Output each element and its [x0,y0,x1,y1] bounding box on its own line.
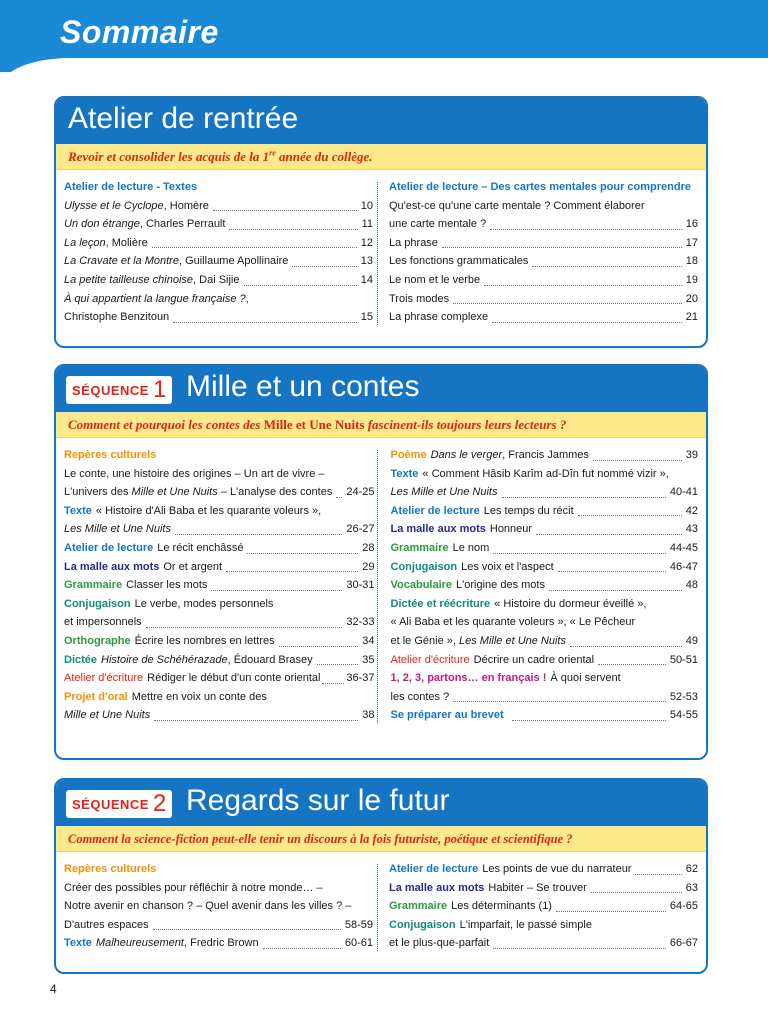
toc-entry[interactable]: La phrase 17 [389,236,698,249]
toc-entry[interactable]: Le nom et le verbe 19 [389,273,698,286]
toc-entry[interactable]: Atelier d'écriture Décrire un cadre oriental 50-51 [390,653,698,666]
toc-entry[interactable]: Grammaire Les déterminants (1) 64-65 [389,900,698,913]
toc-entry[interactable]: La Cravate et la Montre, Guillaume Apollinaire 13 [64,255,373,268]
section-header [56,780,706,826]
toc-entry[interactable]: Texte « Comment Hâsib Karîm ad-Dîn fut nommé vizir », Les Mille et Une Nuits 40-41 [390,467,698,499]
toc-entry[interactable]: La malle aux mots Or et argent 29 [64,560,375,573]
section-title: Atelier de rentrée [68,102,299,135]
toc-heading: Atelier de lecture - Textes [64,181,198,193]
sequence-badge: SÉQUENCE 1 [66,376,172,404]
toc-entry[interactable]: Poème Dans le verger, Francis Jammes 39 [390,449,698,461]
sequence-badge: SÉQUENCE 2 [66,790,172,818]
toc-right-column [391,446,699,725]
toc-entry[interactable]: Grammaire Le nom 44-45 [390,541,698,554]
toc-entry[interactable]: Dictée et réécriture « Histoire du dormeur éveillé », « Ali Baba et les quarante voleurs », « Le Pêcheur et le Génie », Les Mille et Une Nuits 49 [390,597,698,647]
toc-entry[interactable]: Repères culturels Créer des possibles pour réfléchir à notre monde… – Notre avenir en chanson ? – Quel avenir dans les villes ? – D'autres espaces 58-59 [64,863,373,931]
toc-entry[interactable]: Repères culturels Le conte, une histoire des origines – Un art de vivre – L'univers des Mille et Une Nuits – L'analyse des contes 24-25 [64,449,375,499]
section-title: Mille et un contes [186,370,420,403]
column-divider [377,450,378,723]
toc-left-column [64,860,373,953]
toc-entry[interactable]: Atelier d'écriture Rédiger le début d'un conte oriental 36-37 [64,672,375,685]
toc-entry[interactable]: Dictée Histoire de Schéhérazade, Édouard Brasey 35 [64,653,375,666]
toc-entry[interactable]: Conjugaison Les voix et l'aspect 46-47 [390,560,698,573]
section-question: Comment et pourquoi les contes des Mille et Une Nuits fascinent-ils toujours leurs lecteurs ? [56,412,706,438]
section-atelier-rentree [54,96,708,348]
toc-entry[interactable]: Vocabulaire L'origine des mots 48 [390,579,698,592]
toc-left-column [64,178,373,327]
toc-entry[interactable]: La petite tailleuse chinoise, Dai Sijie 14 [64,273,373,286]
toc-entry[interactable]: Conjugaison L'imparfait, le passé simple et le plus-que-parfait 66-67 [389,918,698,950]
page-title: Sommaire [60,14,219,50]
toc-entry[interactable]: Qu'est-ce qu'une carte mentale ? Comment élaborer une carte mentale ? 16 [389,199,698,231]
toc-entry[interactable]: Ulysse et le Cyclope, Homère 10 [64,199,373,212]
toc-entry[interactable]: La phrase complexe 21 [389,311,698,324]
page-number: 4 [50,982,57,996]
toc-right-column [389,860,698,953]
toc-entry[interactable]: Trois modes 20 [389,292,698,305]
toc-heading: Atelier de lecture – Des cartes mentales pour comprendre [389,181,692,193]
toc-entry[interactable]: Les fonctions grammaticales 18 [389,255,698,268]
section-sequence-1 [54,364,708,760]
column-divider [377,864,378,951]
toc-entry[interactable]: Grammaire Classer les mots 30-31 [64,579,375,592]
section-header [56,366,706,412]
toc-columns [56,170,706,333]
section-question: Comment la science-fiction peut-elle tenir un discours à la fois futuriste, poétique et scientifique ? [56,826,706,852]
section-header [56,98,706,144]
toc-entry[interactable]: Texte « Histoire d'Ali Baba et les quarante voleurs », Les Mille et Une Nuits 26-27 [64,504,375,536]
toc-entry[interactable]: À qui appartient la langue française ?, Christophe Benzitoun 15 [64,292,373,324]
column-divider [377,182,378,325]
toc-entry[interactable]: Atelier de lecture Les points de vue du narrateur 62 [389,863,698,875]
toc-columns [56,852,706,959]
toc-entry[interactable]: Atelier de lecture Le récit enchâssé 28 [64,541,375,554]
header-curve [0,58,768,88]
section-sequence-2 [54,778,708,974]
toc-entry[interactable]: Atelier de lecture Les temps du récit 42 [390,504,698,517]
toc-entry[interactable]: Projet d'oral Mettre en voix un conte des Mille et Une Nuits 38 [64,690,375,722]
toc-entry[interactable]: 1, 2, 3, partons… en français ! À quoi servent les contes ? 52-53 [390,672,698,703]
toc-entry[interactable]: La malle aux mots Habiter – Se trouver 63 [389,881,698,894]
toc-right-column [389,178,698,327]
section-question: Revoir et consolider les acquis de la 1re année du collège. [56,144,706,170]
toc-left-column [64,446,375,725]
toc-entry[interactable]: Un don étrange, Charles Perrault 11 [64,218,373,231]
toc-entry[interactable]: La malle aux mots Honneur 43 [390,523,698,536]
toc-entry[interactable]: Se préparer au brevet 54-55 [390,709,698,722]
toc-entry[interactable]: La leçon, Molière 12 [64,236,373,249]
page-header-band [0,0,768,72]
section-title: Regards sur le futur [186,784,450,817]
toc-entry[interactable]: Orthographe Écrire les nombres en lettres 34 [64,634,375,647]
toc-entry[interactable]: Conjugaison Le verbe, modes personnels et impersonnels 32-33 [64,597,375,629]
toc-entry[interactable]: Texte Malheureusement, Fredric Brown 60-61 [64,937,373,950]
toc-columns [56,438,706,731]
